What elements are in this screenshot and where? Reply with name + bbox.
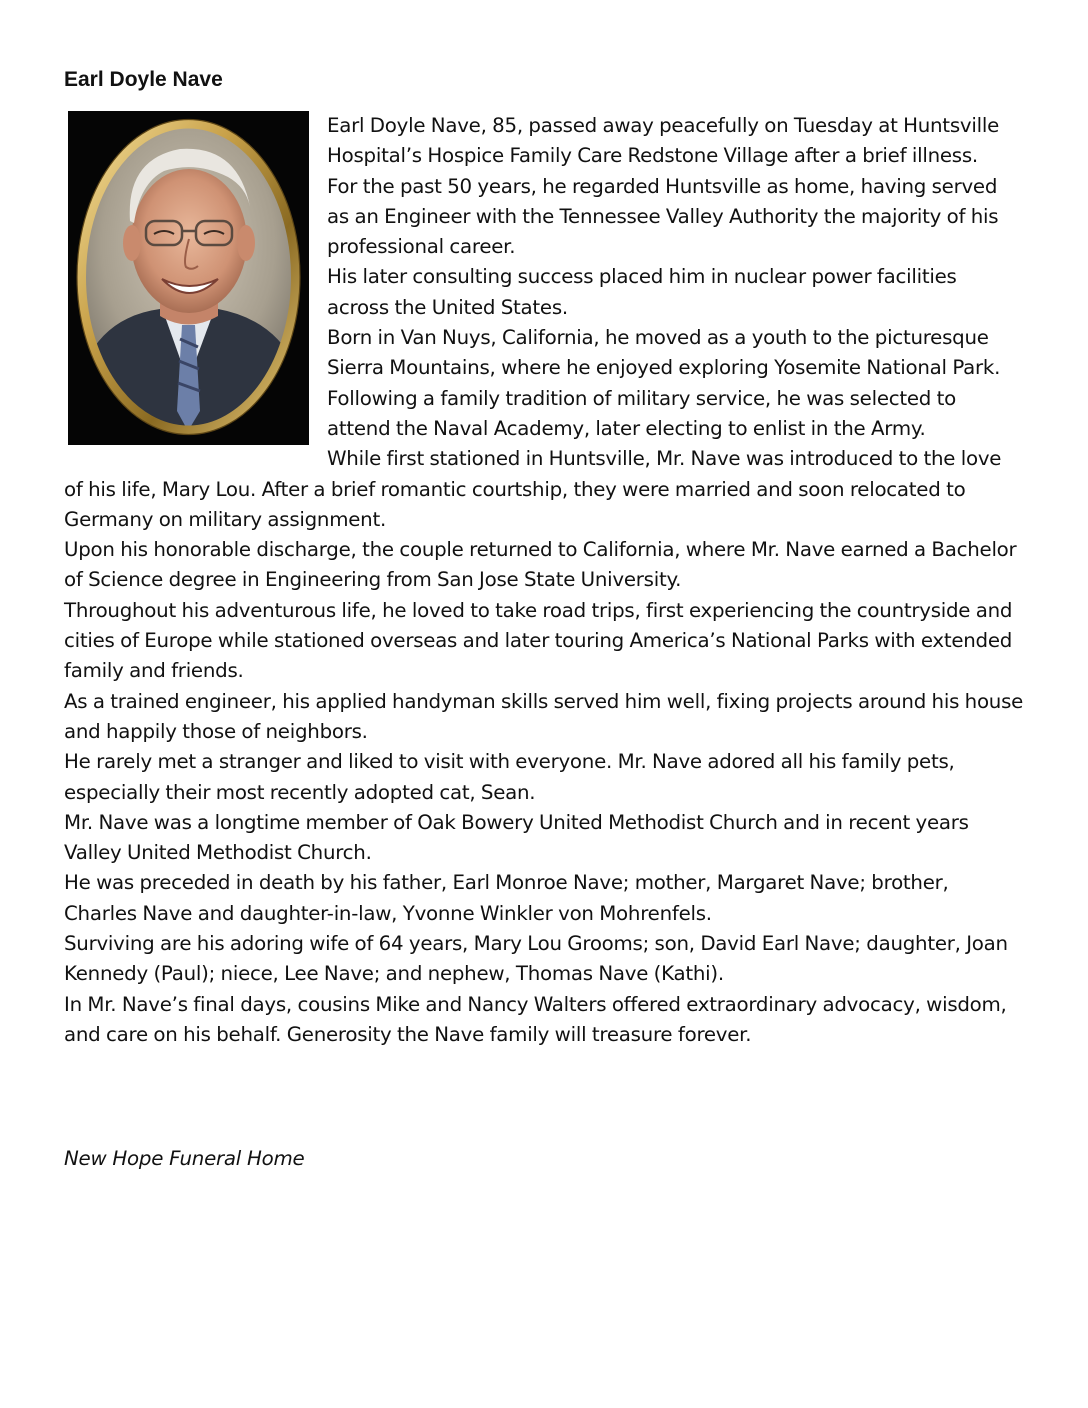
paragraph: He rarely met a stranger and liked to visit with everyone. Mr. Nave adored all his family pets, especially their most recently adopted cat, Sean. bbox=[64, 750, 955, 804]
paragraph: In Mr. Nave’s final days, cousins Mike and Nancy Walters offered extraordinary advocacy, wisdom, and care on his behalf. Generosity the Nave family will treasure forever. bbox=[64, 992, 1007, 1046]
page-title: Earl Doyle Nave bbox=[64, 68, 223, 91]
paragraph: Throughout his adventurous life, he loved to take road trips, first experiencing the countryside and cities of Europe while stationed overseas and later touring America’s National Parks with extended family and friends. bbox=[64, 598, 1013, 683]
paragraph: Earl Doyle Nave, 85, passed away peacefully on Tuesday at Huntsville Hospital’s Hospice Family Care Redstone Village after a brief illness. bbox=[327, 114, 999, 168]
paragraph: Born in Van Nuys, California, he moved as a youth to the picturesque Sierra Mountains, where he enjoyed exploring Yosemite National Park. Following a family tradition of military service, he was selected to attend the Naval Academy, later electing to enlist in the Army. bbox=[327, 326, 1001, 440]
funeral-home-signoff: New Hope Funeral Home bbox=[64, 1147, 305, 1170]
paragraph: Upon his honorable discharge, the couple returned to California, where Mr. Nave earned a Bachelor of Science degree in Engineering from San Jose State University. bbox=[64, 538, 1017, 592]
paragraph: While first stationed in Huntsville, Mr. Nave was introduced to the love of his life, Mary Lou. After a brief romantic courtship, they were married and soon relocated to Germany on military assignment. bbox=[64, 447, 1002, 531]
obituary-body bbox=[64, 111, 1024, 1050]
portrait-photo bbox=[68, 111, 309, 445]
paragraph: As a trained engineer, his applied handyman skills served him well, fixing projects around his house and happily those of neighbors. bbox=[64, 689, 1024, 743]
paragraph: Surviving are his adoring wife of 64 years, Mary Lou Grooms; son, David Earl Nave; daughter, Joan Kennedy (Paul); niece, Lee Nave; and nephew, Thomas Nave (Kathi). bbox=[64, 932, 1008, 986]
paragraph: His later consulting success placed him in nuclear power facilities across the United States. bbox=[327, 265, 957, 319]
paragraph: Mr. Nave was a longtime member of Oak Bowery United Methodist Church and in recent years Valley United Methodist Church. bbox=[64, 810, 969, 865]
paragraph: He was preceded in death by his father, Earl Monroe Nave; mother, Margaret Nave; brother, Charles Nave and daughter-in-law, Yvonne Winkler von Mohrenfels. bbox=[64, 871, 949, 925]
paragraph: For the past 50 years, he regarded Huntsville as home, having served as an Engineer with the Tennessee Valley Authority the majority of his professional career. bbox=[327, 174, 999, 259]
